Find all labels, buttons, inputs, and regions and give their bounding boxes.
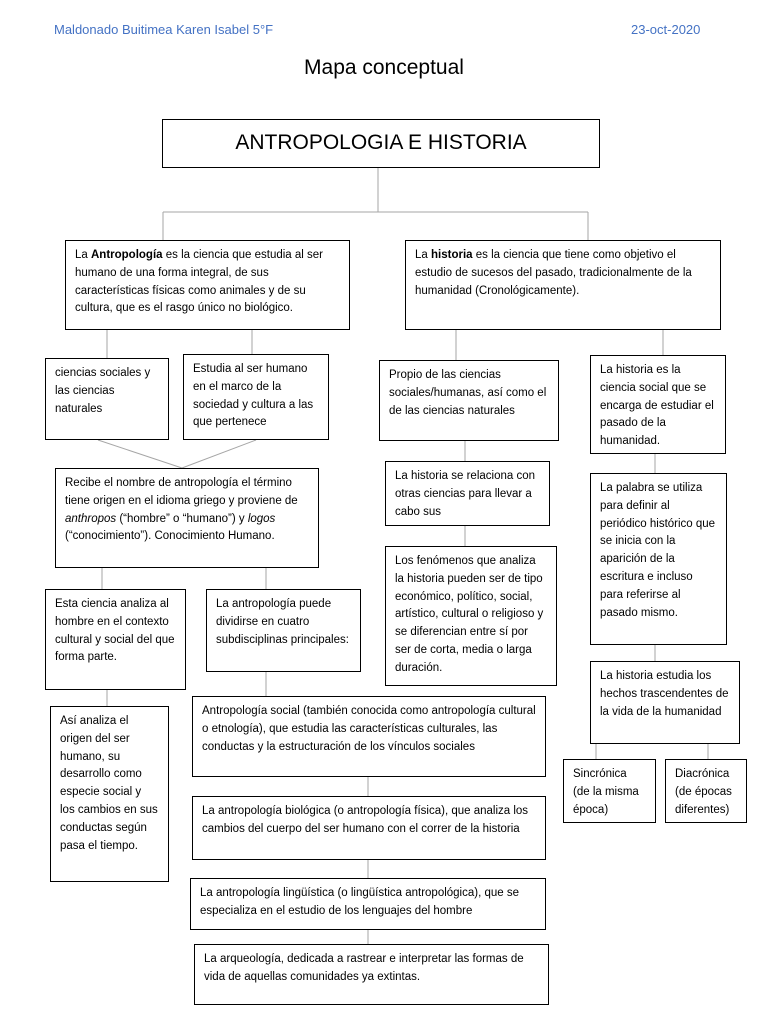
antropologia-sciences-node: ciencias sociales y las ciencias naturales — [45, 358, 169, 440]
origin-text-1: Recibe el nombre de antropología el término tiene origen en el idioma griego y proviene de — [65, 477, 298, 507]
antropologia-definition-text: es la ciencia que estudia al ser humano de una forma integral, de sus características físicas como animales y de su cultura, que es el rasgo único no biológico. — [75, 249, 324, 315]
historia-word-node: La palabra se utiliza para definir al periódico histórico que se inicia con la aparición de la escritura e incluso para referirse al pasado mismo. — [590, 473, 727, 645]
historia-term: historia — [431, 249, 473, 261]
historia-social-science-node: La historia es la ciencia social que se encarga de estudiar el pasado de la humanidad. — [590, 355, 726, 454]
antropologia-origin-analysis-node: Así analiza el origen del ser humano, su desarrollo como especie social y los cambios en sus conductas según pasa el tiempo. — [50, 706, 169, 882]
antropologia-study-node: Estudia al ser humano en el marco de la sociedad y cultura a las que pertenece — [183, 354, 329, 440]
historia-phenomena-node: Los fenómenos que analiza la historia pueden ser de tipo económico, político, social, artístico, cultural o religioso y se diferencian entre sí por ser de corta, media o larga duración. — [385, 546, 557, 686]
antropologia-origin-node — [55, 468, 319, 568]
historia-scope-node: Propio de las ciencias sociales/humanas, así como el de las ciencias naturales — [379, 360, 559, 441]
origin-text-2: (“hombre” o “humano”) y — [116, 512, 248, 525]
historia-definition-text: es la ciencia que tiene como objetivo el estudio de sucesos del pasado, tradicionalmente de la humanidad (Cronológicamente). — [415, 249, 692, 297]
connector — [98, 440, 182, 468]
page-title: Mapa conceptual — [304, 56, 464, 79]
author-name: Maldonado Buitimea Karen Isabel 5°F — [54, 22, 274, 37]
origin-term-anthropos: anthropos — [65, 512, 117, 525]
historia-relations-node: La historia se relaciona con otras ciencias para llevar a cabo sus — [385, 461, 550, 526]
document-date: 23-oct-2020 — [631, 22, 701, 37]
diachronic-node: Diacrónica (de épocas diferentes) — [665, 759, 747, 823]
subdiscipline-archaeology: La arqueología, dedicada a rastrear e interpretar las formas de vida de aquellas comunidades ya extintas. — [194, 944, 549, 1005]
subdiscipline-biological: La antropología biológica (o antropología física), que analiza los cambios del cuerpo del ser humano con el correr de la historia — [192, 796, 546, 860]
antropologia-analysis-node: Esta ciencia analiza al hombre en el contexto cultural y social del que forma parte. — [45, 589, 186, 690]
antropologia-definition — [65, 240, 350, 330]
origin-term-logos: logos — [247, 512, 276, 525]
antropologia-subdisciplines-node: La antropología puede dividirse en cuatro subdisciplinas principales: — [206, 589, 361, 672]
historia-definition-prefix: La — [415, 249, 431, 261]
subdiscipline-linguistic: La antropología lingüística (o lingüística antropológica), que se especializa en el estudio de los lenguajes del hombre — [190, 878, 546, 930]
historia-studies-node: La historia estudia los hechos trascendentes de la vida de la humanidad — [590, 661, 740, 744]
historia-definition — [405, 240, 721, 330]
origin-text-3: (“conocimiento”). Conocimiento Humano. — [65, 530, 275, 543]
antropologia-term: Antropología — [91, 249, 163, 261]
antropologia-definition-prefix: La — [75, 249, 91, 261]
synchronic-node: Sincrónica (de la misma época) — [563, 759, 656, 823]
connector — [182, 440, 256, 468]
root-node: ANTROPOLOGIA E HISTORIA — [162, 119, 600, 168]
subdiscipline-social: Antropología social (también conocida como antropología cultural o etnología), que estudia las características culturales, las conductas y la estructuración de los vínculos sociales — [192, 696, 546, 777]
